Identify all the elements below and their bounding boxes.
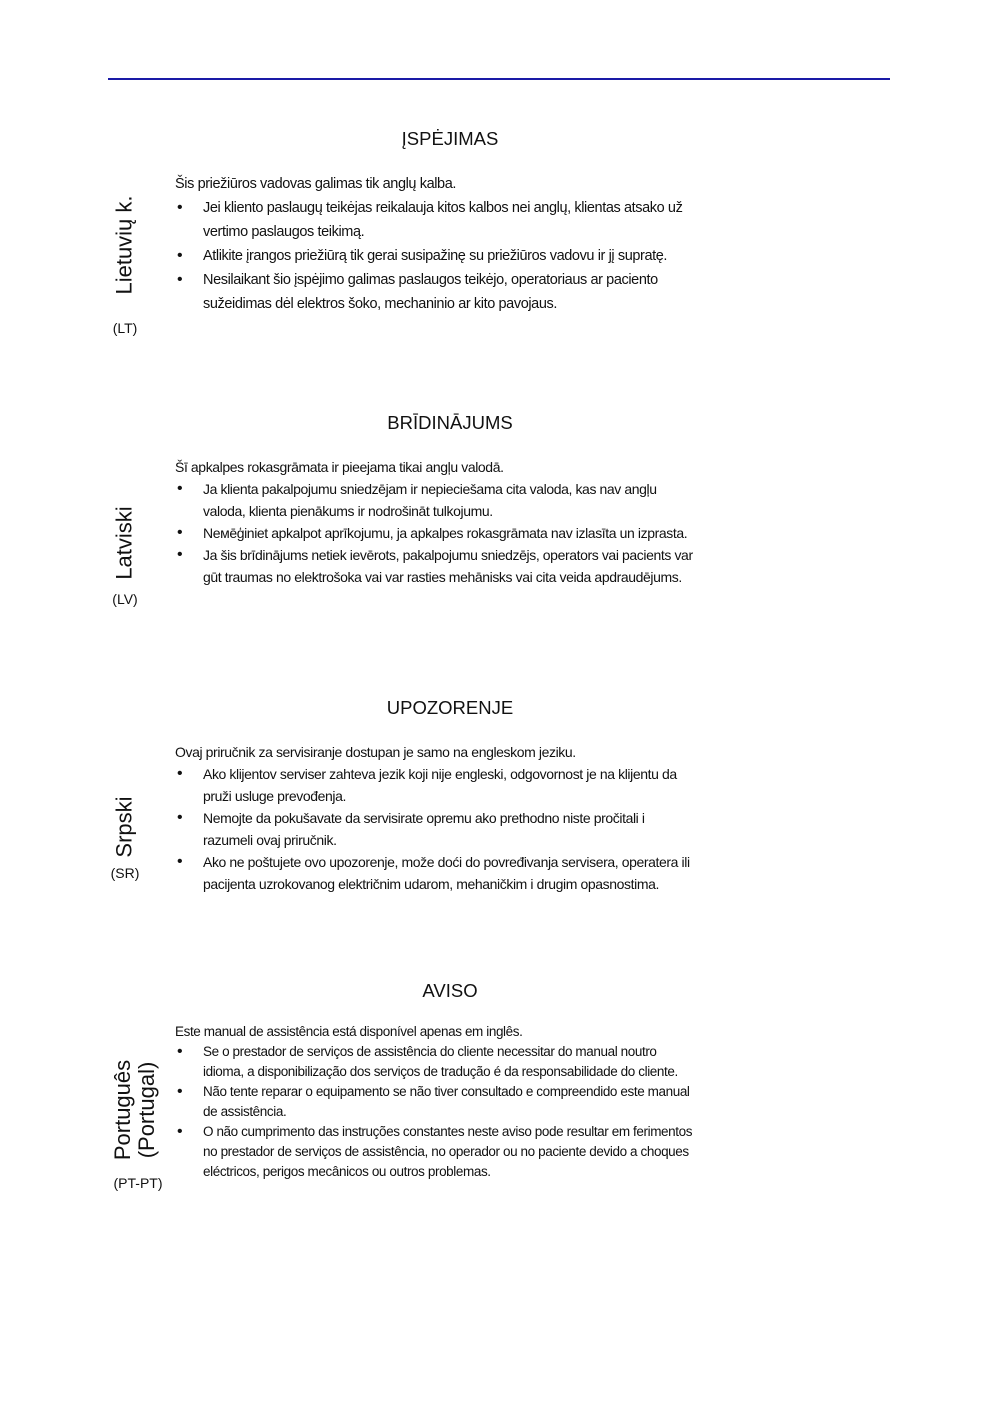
warning-heading: UPOZORENJE: [386, 697, 514, 718]
warning-bullets: [175, 196, 695, 316]
bullet-item: • Ja klienta pakalpojumu sniedzējam ir nepieciešama cita valoda, kas nav angļu valoda, klienta pienākums ir nodrošināt tulkojumu.: [175, 478, 695, 522]
warning-intro: Šī apkalpes rokasgrāmata ir pieejama tikai angļu valodā.: [175, 459, 504, 475]
warning-intro: Ovaj priručnik za servisiranje dostupan je samo na engleskom jeziku.: [175, 744, 576, 760]
bullet-item: • Não tente reparar o equipamento se não tiver consultado e compreendido este manual de assistência.: [175, 1082, 695, 1122]
warning-bullets: [175, 1042, 695, 1182]
language-code: (LV): [112, 591, 138, 607]
top-rule: [108, 78, 890, 80]
bullet-item: • O não cumprimento das instruções constantes neste aviso pode resultar em ferimentos no prestador de serviços de assistência, no operador ou no paciente devido a choques eléctricos, perigos mecânicos ou outros problemas.: [175, 1122, 695, 1182]
language-name: Lietuvių k.: [112, 195, 137, 295]
warning-content: [175, 978, 695, 1182]
language-code: (LT): [112, 320, 138, 336]
bullet-item: • Ja šis brīdinājums netiek ievērots, pakalpojumu sniedzējs, operators vai pacients var gūt traumas no elektrošoka vai var rasties mehānisks vai cita veida apdraudējums.: [175, 544, 695, 588]
bullet-item: • Jei kliento paslaugų teikėjas reikalauja kitos kalbos nei anglų, klientas atsako už vertimo paslaugos teikimą.: [175, 196, 695, 244]
bullet-item: • Nesilaikant šio įspėjimo galimas paslaugos teikėjo, operatoriaus ar paciento sužeidimas dėl elektros šoko, mechaninio ar kito pavojaus.: [175, 268, 695, 316]
warning-intro: Este manual de assistência está disponível apenas em inglês.: [175, 1024, 523, 1039]
bullet-item: • Atlikite įrangos priežiūrą tik gerai susipažinę su priežiūros vadovu ir jį supratę.: [175, 244, 695, 268]
warning-content: [175, 410, 695, 588]
language-name: Latviski: [112, 506, 138, 580]
bullet-item: • Ako klijentov serviser zahteva jezik koji nije engleski, odgovornost je na klijentu da pruži usluge prevođenja.: [175, 763, 695, 807]
warning-content: [175, 695, 695, 895]
bullet-item: • Neмēģiniet apkalpot aprīkojumu, ja apkalpes rokasgrāmata nav izlasīta un izprasta.: [175, 522, 695, 544]
warning-heading: AVISO: [422, 980, 478, 1001]
language-code: (SR): [110, 865, 140, 881]
bullet-item: • Nemojte da pokušavate da servisirate opremu ako prethodno niste pročitali i razumeli ovaj priručnik.: [175, 807, 695, 851]
warning-bullets: [175, 763, 695, 895]
bullet-item: • Ako ne poštujete ovo upozorenje, može doći do povređivanja servisera, operatera ili pacijenta uzrokovanog električnim udarom, mehaničkim i drugim opasnostima.: [175, 851, 695, 895]
warning-intro: Šis priežiūros vadovas galimas tik anglų kalba.: [175, 176, 457, 192]
language-name: Português (Portugal): [110, 1059, 160, 1161]
language-code: (PT-PT): [113, 1175, 163, 1191]
warning-heading: BRĪDINĀJUMS: [387, 412, 513, 433]
warning-bullets: [175, 478, 695, 588]
bullet-item: • Se o prestador de serviços de assistência do cliente necessitar do manual noutro idioma, a disponibilização dos serviços de tradução é da responsabilidade do cliente.: [175, 1042, 695, 1082]
warning-content: [175, 126, 695, 316]
warning-heading: ĮSPĖJIMAS: [401, 128, 499, 149]
language-name: Srpski: [112, 796, 137, 858]
